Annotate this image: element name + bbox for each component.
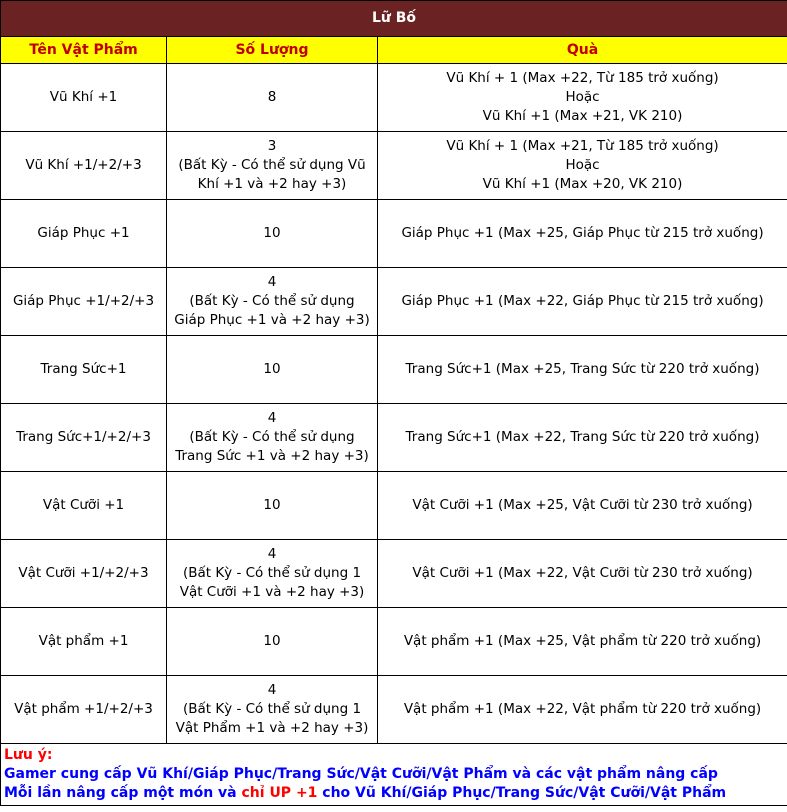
table-row bbox=[1, 676, 787, 744]
item-name-cell: Vật Cưỡi +1 bbox=[1, 472, 167, 540]
quantity-line: 3 bbox=[267, 138, 277, 154]
title-row bbox=[1, 1, 787, 37]
gift-line: Vật phẩm +1 (Max +22, Vật phẩm từ 220 trở xuống) bbox=[403, 701, 762, 717]
quantity-cell bbox=[167, 404, 378, 472]
table-row bbox=[1, 608, 787, 676]
gift-line: Giáp Phục +1 (Max +25, Giáp Phục từ 215 trở xuống) bbox=[401, 225, 764, 241]
gift-line: Vật phẩm +1 (Max +25, Vật phẩm từ 220 trở xuống) bbox=[403, 633, 762, 649]
note-highlight: chỉ UP +1 bbox=[241, 785, 318, 801]
gift-cell bbox=[378, 404, 787, 472]
table-row bbox=[1, 64, 787, 132]
item-name-cell: Trang Sức+1 bbox=[1, 336, 167, 404]
quantity-line: 4 bbox=[267, 682, 277, 698]
header-gift: Quà bbox=[378, 37, 787, 64]
gift-cell bbox=[378, 132, 787, 200]
quantity-line: (Bất Kỳ - Có thể sử dụng bbox=[189, 293, 355, 309]
note-line-1: Gamer cung cấp Vũ Khí/Giáp Phục/Trang Sức/Vật Cưỡi/Vật Phẩm và các vật phẩm nâng cấp bbox=[4, 766, 718, 782]
table-row bbox=[1, 472, 787, 540]
quantity-line: (Bất Kỳ - Có thể sử dụng bbox=[189, 429, 355, 445]
item-name-cell: Vũ Khí +1 bbox=[1, 64, 167, 132]
item-name-cell: Giáp Phục +1/+2/+3 bbox=[1, 268, 167, 336]
gift-cell bbox=[378, 676, 787, 744]
table-row bbox=[1, 336, 787, 404]
item-name-cell: Giáp Phục +1 bbox=[1, 200, 167, 268]
gift-line: Hoặc bbox=[565, 89, 600, 105]
item-name-cell: Vũ Khí +1/+2/+3 bbox=[1, 132, 167, 200]
quantity-line: 8 bbox=[267, 89, 277, 105]
quantity-cell bbox=[167, 132, 378, 200]
gift-cell bbox=[378, 200, 787, 268]
quantity-cell bbox=[167, 64, 378, 132]
item-name-cell: Vật phẩm +1 bbox=[1, 608, 167, 676]
quantity-cell bbox=[167, 336, 378, 404]
quantity-line: 10 bbox=[263, 633, 281, 649]
quantity-line: Khí +1 và +2 hay +3) bbox=[197, 176, 347, 192]
quantity-line: Giáp Phục +1 và +2 hay +3) bbox=[174, 312, 370, 328]
gift-line: Vật Cưỡi +1 (Max +22, Vật Cưỡi từ 230 trở xuống) bbox=[412, 565, 753, 581]
gift-cell bbox=[378, 472, 787, 540]
quantity-line: 10 bbox=[263, 225, 281, 241]
quantity-line: Vật Cưỡi +1 và +2 hay +3) bbox=[179, 584, 365, 600]
quantity-line: 10 bbox=[263, 497, 281, 513]
gift-line: Trang Sức+1 (Max +25, Trang Sức từ 220 trở xuống) bbox=[405, 361, 760, 377]
quantity-line: (Bất Kỳ - Có thể sử dụng 1 bbox=[182, 565, 362, 581]
quantity-cell bbox=[167, 676, 378, 744]
header-quantity: Số Lượng bbox=[167, 37, 378, 64]
header-item-name: Tên Vật Phẩm bbox=[1, 37, 167, 64]
quantity-cell bbox=[167, 268, 378, 336]
note-row bbox=[1, 744, 787, 806]
quantity-line: (Bất Kỳ - Có thể sử dụng Vũ bbox=[178, 157, 366, 173]
item-name-cell: Trang Sức+1/+2/+3 bbox=[1, 404, 167, 472]
header-row bbox=[1, 37, 787, 64]
table-row bbox=[1, 268, 787, 336]
gift-line: Trang Sức+1 (Max +22, Trang Sức từ 220 trở xuống) bbox=[405, 429, 760, 445]
quantity-line: Trang Sức +1 và +2 hay +3) bbox=[175, 448, 369, 464]
table-row bbox=[1, 200, 787, 268]
quantity-cell bbox=[167, 472, 378, 540]
gift-line: Vũ Khí + 1 (Max +21, Từ 185 trở xuống) bbox=[446, 138, 719, 154]
item-name-cell: Vật phẩm +1/+2/+3 bbox=[1, 676, 167, 744]
gift-cell bbox=[378, 268, 787, 336]
quantity-cell bbox=[167, 200, 378, 268]
quantity-line: Vật Phẩm +1 và +2 hay +3) bbox=[175, 720, 369, 736]
gift-line: Hoặc bbox=[565, 157, 600, 173]
gift-line: Vũ Khí + 1 (Max +22, Từ 185 trở xuống) bbox=[446, 70, 719, 86]
table-row bbox=[1, 132, 787, 200]
gift-line: Giáp Phục +1 (Max +22, Giáp Phục từ 215 trở xuống) bbox=[401, 293, 764, 309]
note-cell bbox=[1, 744, 787, 806]
quantity-line: 4 bbox=[267, 410, 277, 426]
note-title: Lưu ý: bbox=[4, 747, 53, 763]
table-row bbox=[1, 540, 787, 608]
note-line-2 bbox=[4, 784, 784, 803]
note-line-2-start: Mỗi lần nâng cấp một món và bbox=[4, 785, 242, 801]
gift-line: Vũ Khí +1 (Max +21, VK 210) bbox=[482, 108, 683, 124]
quantity-line: 10 bbox=[263, 361, 281, 377]
item-name-cell: Vật Cưỡi +1/+2/+3 bbox=[1, 540, 167, 608]
gift-cell bbox=[378, 64, 787, 132]
gift-cell bbox=[378, 608, 787, 676]
gift-line: Vũ Khí +1 (Max +20, VK 210) bbox=[482, 176, 683, 192]
quantity-line: 4 bbox=[267, 546, 277, 562]
quantity-cell bbox=[167, 540, 378, 608]
gift-cell bbox=[378, 336, 787, 404]
quantity-line: 4 bbox=[267, 274, 277, 290]
note-line-2-end: cho Vũ Khí/Giáp Phục/Trang Sức/Vật Cưỡi/Vật Phẩm bbox=[317, 785, 727, 801]
table-title: Lữ Bố bbox=[1, 1, 787, 37]
gift-line: Vật Cưỡi +1 (Max +25, Vật Cưỡi từ 230 trở xuống) bbox=[412, 497, 753, 513]
quantity-cell bbox=[167, 608, 378, 676]
quantity-line: (Bất Kỳ - Có thể sử dụng 1 bbox=[182, 701, 362, 717]
table-row bbox=[1, 404, 787, 472]
gift-cell bbox=[378, 540, 787, 608]
